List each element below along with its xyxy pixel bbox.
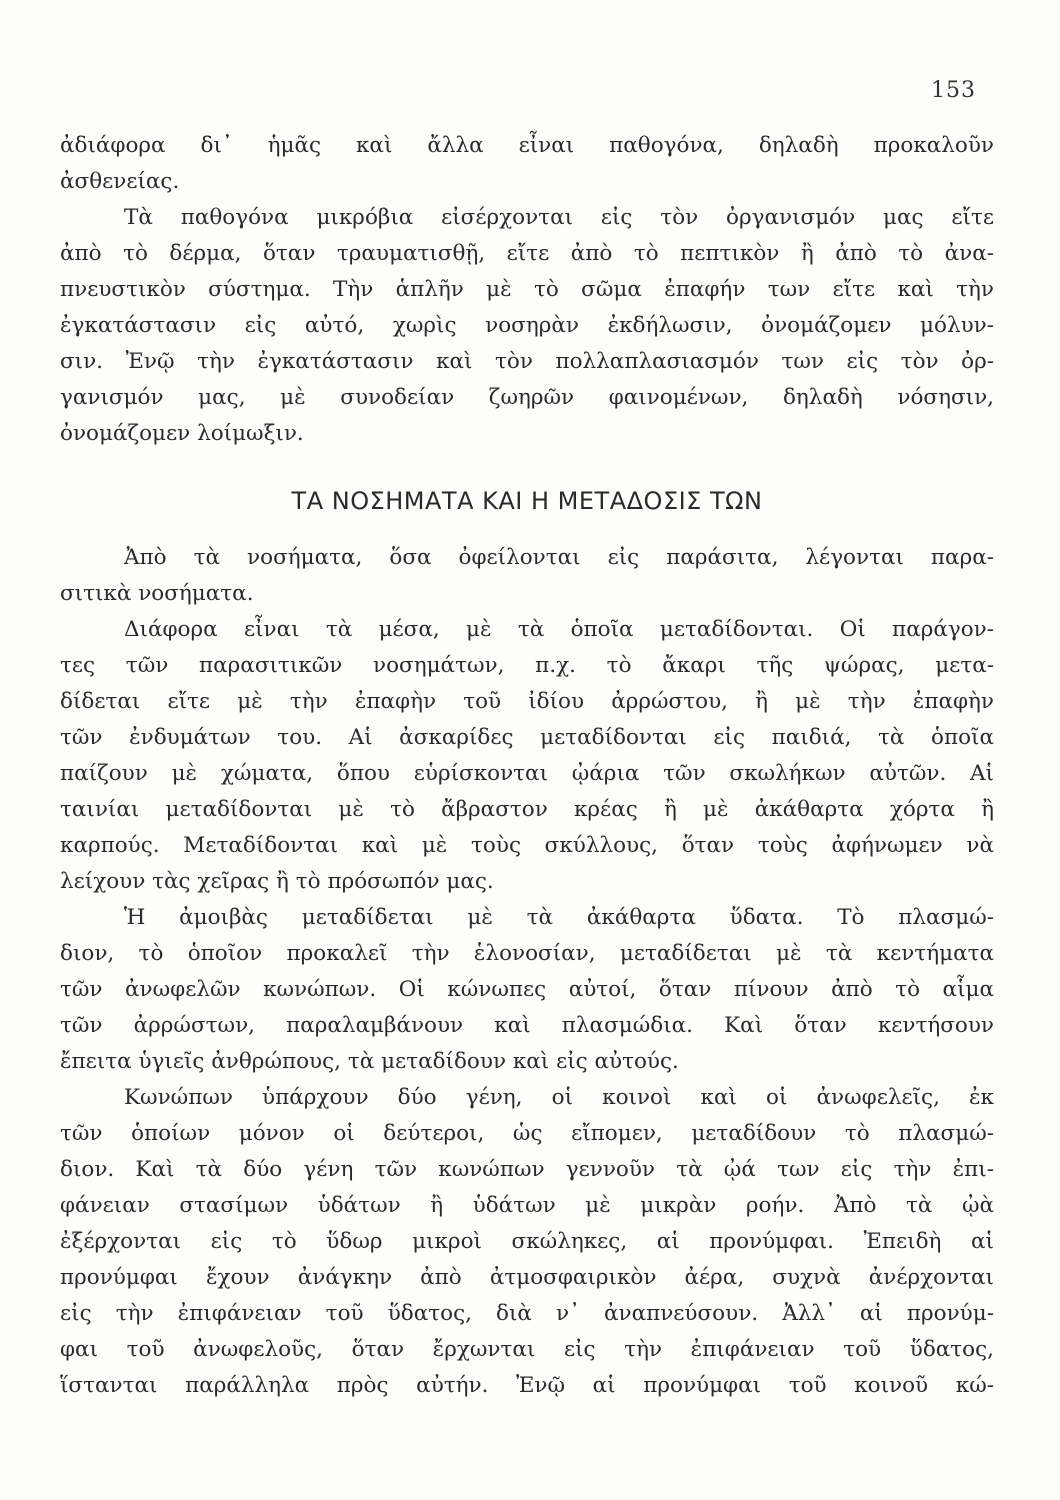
text-line: τῶν ὁποίων μόνον οἱ δεύτεροι, ὡς εἴπομεν, μεταδίδουν τὸ πλασμώ- <box>60 1121 994 1146</box>
section-heading: ΤΑ ΝΟΣΗΜΑΤΑ ΚΑΙ Η ΜΕΤΑΔΟΣΙΣ ΤΩΝ <box>291 487 763 515</box>
text-line: διον. Καὶ τὰ δύο γένη τῶν κωνώπων γεννοῦν τὰ ᾠά των εἰς τὴν ἐπι- <box>60 1157 994 1182</box>
text-line: ἀπὸ τὸ δέρμα, ὅταν τραυματισθῇ, εἴτε ἀπὸ τὸ πεπτικὸν ἢ ἀπὸ τὸ ἀνα- <box>60 241 994 266</box>
text-line: παίζουν μὲ χώματα, ὅπου εὑρίσκονται ᾠάρια τῶν σκωλήκων αὐτῶν. Αἱ <box>60 761 994 786</box>
text-line: σιτικὰ νοσήματα. <box>60 581 254 606</box>
text-line: Διάφορα εἶναι τὰ μέσα, μὲ τὰ ὁποῖα μεταδίδονται. Οἱ παράγον- <box>124 617 994 642</box>
text-line: προνύμφαι ἔχουν ἀνάγκην ἀπὸ ἀτμοσφαιρικὸν ἀέρα, συχνὰ ἀνέρχονται <box>60 1265 994 1290</box>
text-before-heading <box>60 128 994 452</box>
text-line: πνευστικὸν σύστημα. Τὴν ἁπλῆν μὲ τὸ σῶμα ἐπαφήν των εἴτε καὶ τὴν <box>60 277 994 302</box>
text-line: ἔπειτα ὑγιεῖς ἀνθρώπους, τὰ μεταδίδουν καὶ εἰς αὐτούς. <box>60 1049 679 1074</box>
text-line: τῶν ἀνωφελῶν κωνώπων. Οἱ κώνωπες αὐτοί, ὅταν πίνουν ἀπὸ τὸ αἷμα <box>60 977 994 1002</box>
text-after-heading <box>60 540 994 1404</box>
text-line: ἵστανται παράλληλα πρὸς αὐτήν. Ἐνῷ αἱ προνύμφαι τοῦ κοινοῦ κώ- <box>60 1373 994 1398</box>
text-line: εἰς τὴν ἐπιφάνειαν τοῦ ὕδατος, διὰ ν᾿ ἀναπνεύσουν. Ἀλλ᾿ αἱ προνύμ- <box>60 1301 994 1326</box>
text-line: λείχουν τὰς χεῖρας ἢ τὸ πρόσωπόν μας. <box>60 869 494 894</box>
text-line: δίδεται εἴτε μὲ τὴν ἐπαφὴν τοῦ ἰδίου ἀρρώστου, ἢ μὲ τὴν ἐπαφὴν <box>60 689 994 714</box>
text-line: ἀδιάφορα δι᾿ ἡμᾶς καὶ ἄλλα εἶναι παθογόνα, δηλαδὴ προκαλοῦν <box>60 133 994 158</box>
text-line: φαι τοῦ ἀνωφελοῦς, ὅταν ἔρχωνται εἰς τὴν ἐπιφάνειαν τοῦ ὕδατος, <box>60 1337 994 1362</box>
page-number: 153 <box>931 78 976 103</box>
text-line: ἐγκατάστασιν εἰς αὐτό, χωρὶς νοσηρὰν ἐκδήλωσιν, ὀνομάζομεν μόλυν- <box>60 313 994 338</box>
text-line: ὀνομάζομεν λοίμωξιν. <box>60 421 304 446</box>
text-line: σιν. Ἐνῷ τὴν ἐγκατάστασιν καὶ τὸν πολλαπλασιασμόν των εἰς τὸν ὀρ- <box>60 349 994 374</box>
text-line: τες τῶν παρασιτικῶν νοσημάτων, π.χ. τὸ ἄκαρι τῆς ψώρας, μετα- <box>60 653 994 678</box>
text-line: Κωνώπων ὑπάρχουν δύο γένη, οἱ κοινοὶ καὶ οἱ ἀνωφελεῖς, ἐκ <box>124 1085 994 1110</box>
text-line: γανισμόν μας, μὲ συνοδείαν ζωηρῶν φαινομένων, δηλαδὴ νόσησιν, <box>60 385 994 410</box>
text-line: τῶν ἀρρώστων, παραλαμβάνουν καὶ πλασμώδια. Καὶ ὅταν κεντήσουν <box>60 1013 994 1038</box>
text-line: Ἀπὸ τὰ νοσήματα, ὅσα ὀφείλονται εἰς παράσιτα, λέγονται παρα- <box>124 545 994 570</box>
text-line: διον, τὸ ὁποῖον προκαλεῖ τὴν ἑλονοσίαν, μεταδίδεται μὲ τὰ κεντήματα <box>60 941 994 966</box>
text-line: Ἡ ἀμοιβὰς μεταδίδεται μὲ τὰ ἀκάθαρτα ὕδατα. Τὸ πλασμώ- <box>124 905 994 930</box>
text-line: καρπούς. Μεταδίδονται καὶ μὲ τοὺς σκύλλους, ὅταν τοὺς ἀφήνωμεν νὰ <box>60 833 994 858</box>
text-line: ἐξέρχονται εἰς τὸ ὕδωρ μικροὶ σκώληκες, αἱ προνύμφαι. Ἐπειδὴ αἱ <box>60 1229 994 1254</box>
text-line: ἀσθενείας. <box>60 169 180 194</box>
text-line: ταινίαι μεταδίδονται μὲ τὸ ἄβραστον κρέας ἢ μὲ ἀκάθαρτα χόρτα ἢ <box>60 797 994 822</box>
text-line: Τὰ παθογόνα μικρόβια εἰσέρχονται εἰς τὸν ὀργανισμόν μας εἴτε <box>124 205 994 230</box>
text-line: φάνειαν στασίμων ὑδάτων ἢ ὑδάτων μὲ μικρὰν ροήν. Ἀπὸ τὰ ᾠὰ <box>60 1193 994 1218</box>
text-line: τῶν ἐνδυμάτων του. Αἱ ἀσκαρίδες μεταδίδονται εἰς παιδιά, τὰ ὁποῖα <box>60 725 994 750</box>
